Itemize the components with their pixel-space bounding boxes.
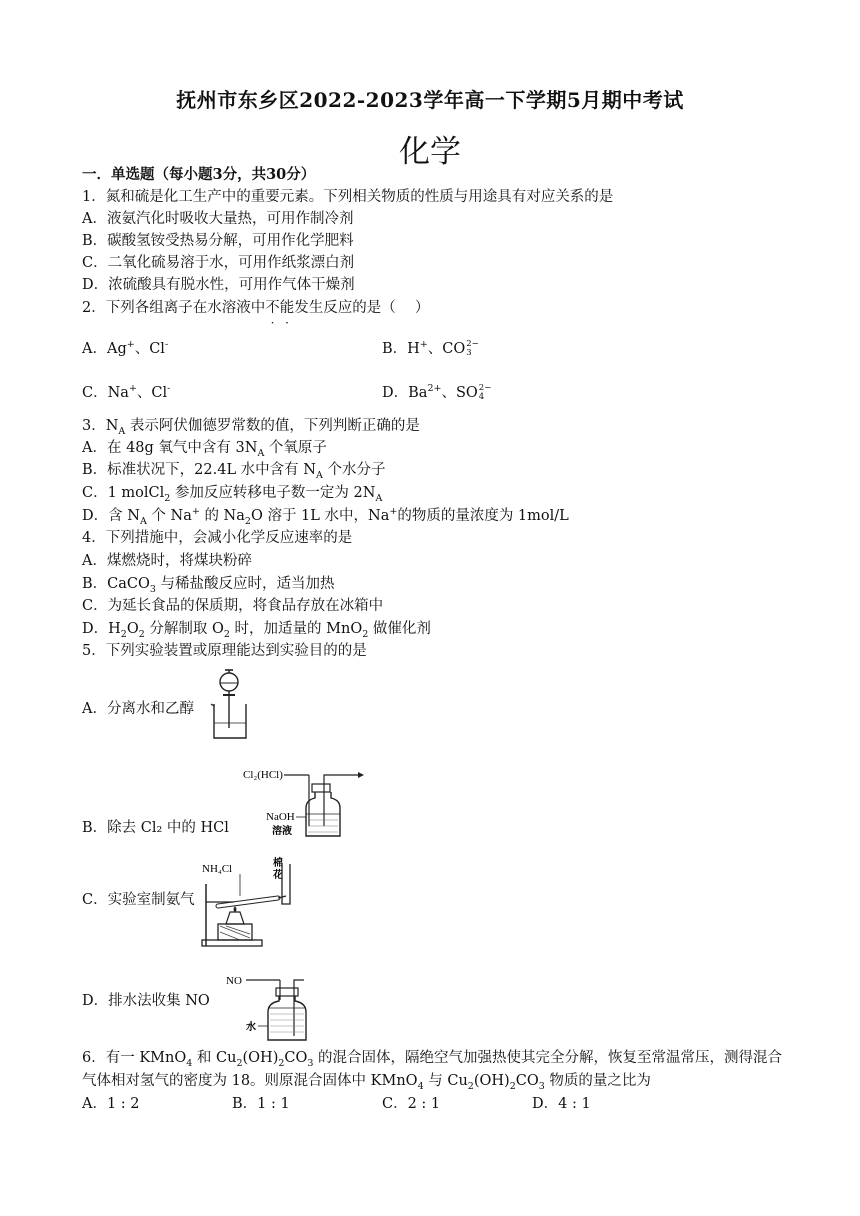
q3-stem-b: 表示阿伏伽德罗常数的值，下列判断正确的是 xyxy=(125,418,420,434)
q6-s1-b: 和 Cu xyxy=(192,1050,237,1066)
q4-d-sub: 2 xyxy=(120,628,127,640)
q2-emph-1: 不 xyxy=(265,300,280,316)
q3-d-sup: + xyxy=(191,506,200,518)
q4-option-b xyxy=(82,574,335,594)
q3-stem xyxy=(82,416,420,436)
q4-stem: 4．下列措施中，会减小化学反应速率的是 xyxy=(82,530,353,546)
q2-b-ion-charge: 2− xyxy=(466,339,479,349)
q3-d-d: O 溶于 1L 水中，Na xyxy=(250,508,390,524)
q2-b-text: B．H xyxy=(382,341,420,357)
q3-b-sub: A xyxy=(315,469,323,481)
q2-a-text: A．Ag xyxy=(82,341,127,357)
q6-s2-sub2: 2 xyxy=(467,1080,474,1092)
q3-stem-sub: A xyxy=(118,425,126,437)
section-heading: 一．单选题（每小题3分，共30分） xyxy=(82,166,316,183)
q2-d-charge: 2+ xyxy=(427,383,442,395)
q1-option-a: A．液氨汽化时吸收大量热，可用作制冷剂 xyxy=(82,211,354,227)
q3-d-a: D．含 N xyxy=(82,508,140,524)
q2-emph-2: 能 xyxy=(279,300,295,316)
q3-b-b: 个水分子 xyxy=(322,462,386,478)
q3-c-sub2: A xyxy=(375,492,383,504)
q6-s1-e: 的混合固体，隔绝空气加强热使其完全分解，恢复至常温常压，测得混合 xyxy=(313,1050,783,1066)
exam-title: 抚州市东乡区2022-2023学年高一下学期5月期中考试 xyxy=(176,88,684,112)
q1-stem: 1．氮和硫是化工生产中的重要元素。下列相关物质的性质与用途具有对应关系的是 xyxy=(82,189,614,205)
q4-d-d: 时，加适量的 MnO xyxy=(229,621,363,637)
q6-option-b: B．1 : 1 xyxy=(232,1096,290,1112)
q6-s2-a: 气体相对氢气的密度为 18。则原混合固体中 KMnO xyxy=(82,1073,418,1089)
q4-option-c: C．为延长食品的保质期，将食品存放在冰箱中 xyxy=(82,598,384,614)
q2-a-text2: 、Cl xyxy=(134,341,165,357)
q3-c-a: C．1 molCl xyxy=(82,485,165,501)
q1-option-c: C．二氧化硫易溶于水，可用作纸浆漂白剂 xyxy=(82,255,355,271)
q4-d-e: 做催化剂 xyxy=(368,621,431,637)
q6-s1-a: 6．有一 KMnO xyxy=(82,1050,187,1066)
q4-d-sub3: 2 xyxy=(223,628,230,640)
q4-b-sub: 3 xyxy=(149,583,156,595)
q5-option-b: B．除去 Cl₂ 中的 HCl xyxy=(82,820,229,836)
q2-d-text: D．Ba xyxy=(382,385,428,401)
q3-d-sub2: 2 xyxy=(244,515,251,527)
fig-b-solution-label-2: 溶液 xyxy=(272,826,292,837)
q6-s1-sub3: 2 xyxy=(278,1057,285,1069)
q1-option-d: D．浓硫酸具有脱水性，可用作气体干燥剂 xyxy=(82,277,355,293)
q3-a-a: A．在 48g 氧气中含有 3N xyxy=(82,440,258,456)
q5-option-d: D．排水法收集 NO xyxy=(82,993,210,1009)
q2-a-charge: + xyxy=(126,339,135,351)
q2-c-charge2: - xyxy=(167,383,171,395)
q3-a-sub: A xyxy=(257,447,265,459)
q6-stem-line-1 xyxy=(82,1048,782,1068)
q2-option-b xyxy=(382,339,479,359)
q6-s2-c: (OH) xyxy=(473,1073,510,1089)
q2-option-d xyxy=(382,383,491,403)
q3-d-e: 的物质的量浓度为 1mol/L xyxy=(397,508,569,524)
q6-s2-e: 物质的量之比为 xyxy=(544,1073,651,1089)
q2-option-a xyxy=(82,339,168,359)
q3-option-c xyxy=(82,483,382,503)
exam-subject: 化学 xyxy=(399,134,461,170)
q4-option-d xyxy=(82,619,431,639)
q3-c-sub: 2 xyxy=(164,492,171,504)
q6-s1-c: (OH) xyxy=(242,1050,279,1066)
q2-b-text2: 、CO xyxy=(427,341,466,357)
q6-s1-sub: 4 xyxy=(186,1057,193,1069)
q6-s1-d: CO xyxy=(284,1050,308,1066)
q2-option-c xyxy=(82,383,170,403)
q4-d-b: O xyxy=(126,621,139,637)
q5-option-c: C．实验室制氨气 xyxy=(82,892,195,908)
q6-option-a: A．1 : 2 xyxy=(82,1096,140,1112)
gas-washing-bottle-figure xyxy=(240,764,370,840)
q4-option-a: A．煤燃烧时，将煤块粉碎 xyxy=(82,553,252,569)
q2-stem-post: 发生反应的是（ ） xyxy=(294,300,430,316)
q2-stem xyxy=(82,298,429,318)
q6-s1-sub4: 3 xyxy=(307,1057,314,1069)
q2-d-ion-stack xyxy=(479,384,492,402)
q2-b-charge: + xyxy=(419,339,428,351)
q6-s2-sub: 4 xyxy=(417,1080,424,1092)
q6-s2-d: CO xyxy=(515,1073,539,1089)
q5-stem: 5．下列实验装置或原理能达到实验目的的是 xyxy=(82,643,367,659)
fig-c-reagent-label: NH₄Cl xyxy=(202,863,233,875)
q2-c-text: C．Na xyxy=(82,385,129,401)
fig-c-cotton-label-2: 花 xyxy=(273,870,283,881)
q6-option-c: C．2 : 1 xyxy=(382,1096,441,1112)
q6-s1-sub2: 2 xyxy=(236,1057,243,1069)
q4-b-b: 与稀盐酸反应时，适当加热 xyxy=(155,576,335,592)
q2-b-ion-stack xyxy=(466,340,479,358)
q4-d-sub4: 2 xyxy=(362,628,369,640)
q3-option-d xyxy=(82,506,569,526)
q4-d-c: 分解制取 O xyxy=(144,621,224,637)
q3-option-a xyxy=(82,438,327,458)
q2-d-text2: 、SO xyxy=(441,385,478,401)
fig-b-gas-label: Cl₂(HCl) xyxy=(243,769,283,781)
water-displacement-figure xyxy=(224,970,314,1042)
q2-b-ion-sub: 3 xyxy=(466,348,472,358)
fig-d-gas-label: NO xyxy=(226,975,242,987)
q3-c-b: 参加反应转移电子数一定为 2N xyxy=(170,485,376,501)
q2-d-ion-charge: 2− xyxy=(478,383,492,393)
q3-d-b: 个 Na xyxy=(146,508,192,524)
q1-option-b: B．碳酸氢铵受热易分解，可用作化学肥料 xyxy=(82,233,354,249)
q4-b-a: B．CaCO xyxy=(82,576,150,592)
q2-c-charge: + xyxy=(128,383,137,395)
q4-d-a: D．H xyxy=(82,621,121,637)
q3-option-b xyxy=(82,460,385,480)
separatory-funnel-figure xyxy=(205,668,255,742)
q5-option-a: A．分离水和乙醇 xyxy=(82,701,194,717)
ammonia-prep-apparatus-figure xyxy=(200,854,300,950)
q2-d-ion-sub: 4 xyxy=(478,392,485,402)
q3-a-b: 个氧原子 xyxy=(264,440,327,456)
fig-d-water-label: 水 xyxy=(246,1022,256,1033)
q6-option-d: D．4 : 1 xyxy=(532,1096,591,1112)
q3-d-sup2: + xyxy=(389,506,398,518)
q6-s2-sub4: 3 xyxy=(538,1080,545,1092)
fig-c-cotton-label-1: 棉 xyxy=(273,858,283,869)
q6-s2-sub3: 2 xyxy=(509,1080,516,1092)
q2-a-charge2: - xyxy=(164,339,169,351)
q2-c-text2: 、Cl xyxy=(136,385,168,401)
q6-s2-b: 与 Cu xyxy=(423,1073,468,1089)
q3-stem-a: 3．N xyxy=(82,418,119,434)
q2-stem-pre: 2．下列各组离子在水溶液中 xyxy=(82,300,266,316)
q6-stem-line-2 xyxy=(82,1071,651,1091)
fig-b-solution-label: NaOH xyxy=(266,811,295,823)
q3-d-sub: A xyxy=(139,515,147,527)
q3-d-c: 的 Na xyxy=(199,508,245,524)
q3-b-a: B．标准状况下，22.4L 水中含有 N xyxy=(82,462,316,478)
q4-d-sub2: 2 xyxy=(138,628,145,640)
